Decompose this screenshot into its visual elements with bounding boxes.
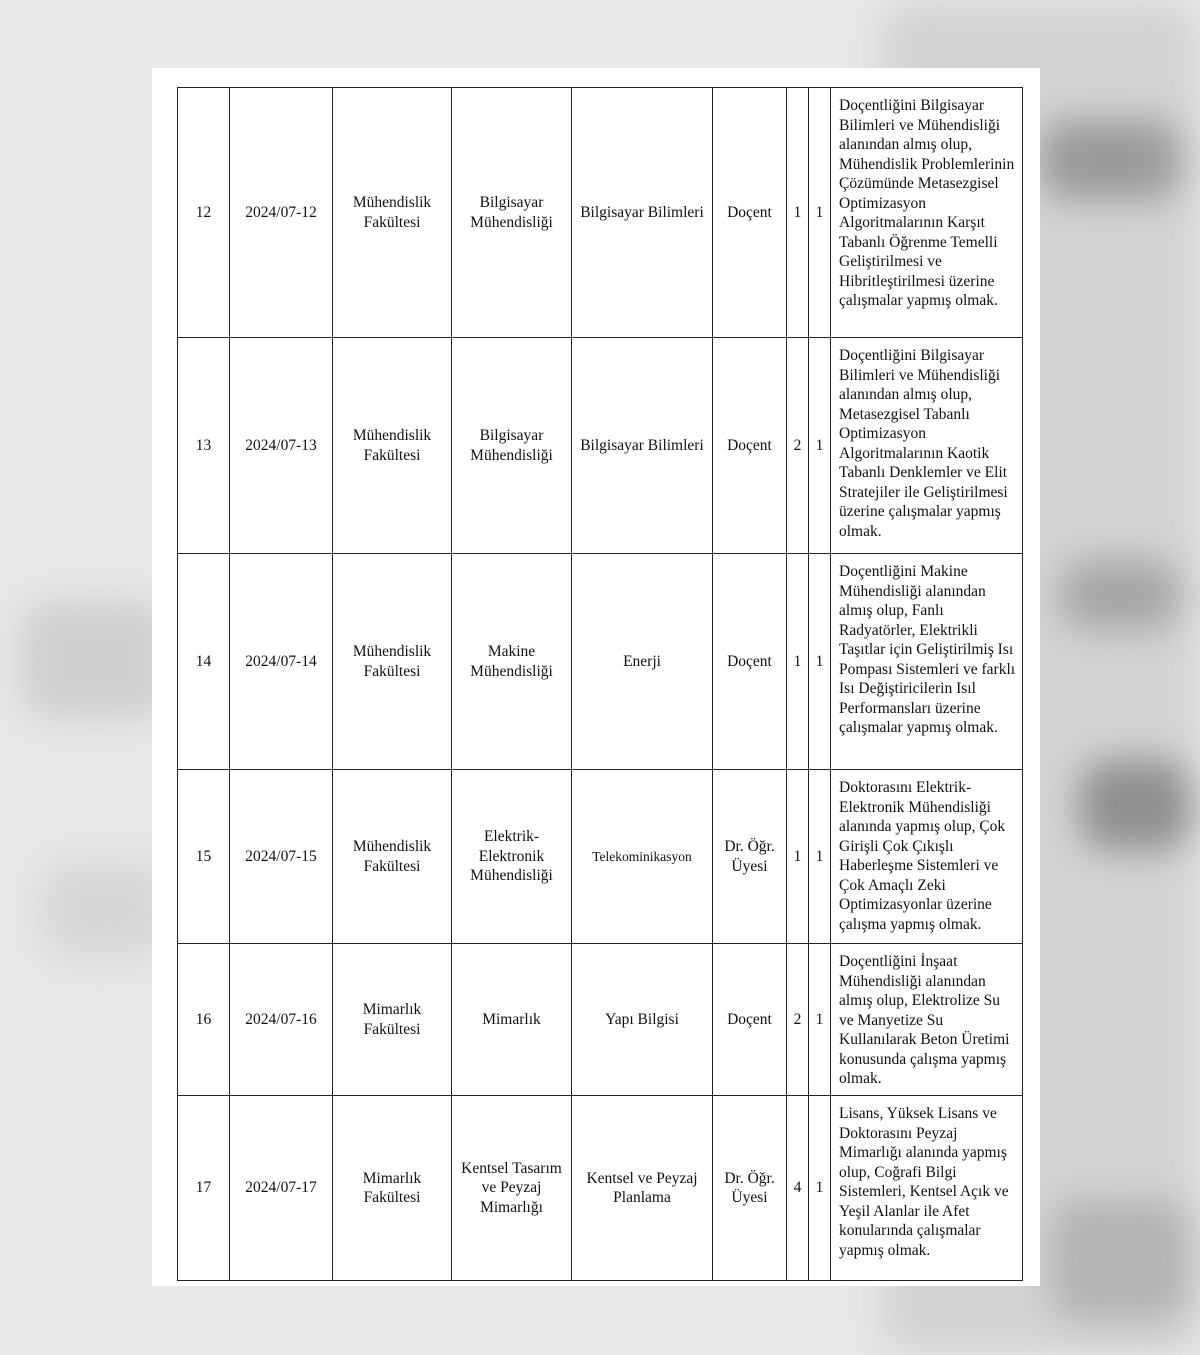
department-cell: Makine Mühendisliği <box>452 554 572 770</box>
row-number: 13 <box>178 338 230 554</box>
faculty-cell: Mühendislik Fakültesi <box>333 338 452 554</box>
position-code: 2024/07-12 <box>230 88 333 338</box>
title-cell: Dr. Öğr. Üyesi <box>713 770 787 944</box>
description-cell: Doçentliğini Makine Mühendisliği alanından almış olup, Fanlı Radyatörler, Elektrikli Taşıtlar için Geliştirilmiş Isı Pompası Sistemleri ve farklı Isı Değiştiricilerin Isıl Performansları üzerine çalışmalar yapmış olmak. <box>831 554 1023 770</box>
rank-count-cell: 2 <box>787 944 809 1096</box>
title-cell: Doçent <box>713 338 787 554</box>
rank-count-cell: 1 <box>787 88 809 338</box>
background-blur <box>1060 560 1180 630</box>
field-cell: Enerji <box>572 554 713 770</box>
position-code: 2024/07-15 <box>230 770 333 944</box>
quota-cell: 1 <box>809 554 831 770</box>
row-number: 14 <box>178 554 230 770</box>
description-cell: Doktorasını Elektrik-Elektronik Mühendisliği alanında yapmış olup, Çok Girişli Çok Çıkışlı Haberleşme Sistemleri ve Çok Amaçlı Zeki Optimizasyonlar üzerine çalışma yapmış olmak. <box>831 770 1023 944</box>
quota-cell: 1 <box>809 338 831 554</box>
description-cell: Doçentliğini Bilgisayar Bilimleri ve Mühendisliği alanından almış olup, Mühendislik Problemlerinin Çözümünde Metasezgisel Optimizasyon Algoritmalarının Karşıt Tabanlı Öğrenme Temelli Geliştirilmesi ve Hibritleştirilmesi üzerine çalışmalar yapmış olmak. <box>831 88 1023 338</box>
quota-cell: 1 <box>809 1096 831 1281</box>
background-blur <box>20 600 170 720</box>
quota-cell: 1 <box>809 944 831 1096</box>
table-row <box>178 338 1023 554</box>
field-cell: Bilgisayar Bilimleri <box>572 338 713 554</box>
faculty-cell: Mimarlık Fakültesi <box>333 944 452 1096</box>
title-cell: Doçent <box>713 944 787 1096</box>
description-cell: Doçentliğini İnşaat Mühendisliği alanından almış olup, Elektrolize Su ve Manyetize Su Kullanılarak Beton Üretimi konusunda çalışma yapmış olmak. <box>831 944 1023 1096</box>
position-code: 2024/07-13 <box>230 338 333 554</box>
rank-count-cell: 1 <box>787 554 809 770</box>
row-number: 17 <box>178 1096 230 1281</box>
quota-cell: 1 <box>809 770 831 944</box>
field-cell: Telekominikasyon <box>572 770 713 944</box>
department-cell: Mimarlık <box>452 944 572 1096</box>
position-code: 2024/07-17 <box>230 1096 333 1281</box>
position-code: 2024/07-14 <box>230 554 333 770</box>
title-cell: Doçent <box>713 554 787 770</box>
table-row <box>178 770 1023 944</box>
field-cell: Yapı Bilgisi <box>572 944 713 1096</box>
table-row <box>178 944 1023 1096</box>
row-number: 16 <box>178 944 230 1096</box>
faculty-cell: Mühendislik Fakültesi <box>333 554 452 770</box>
faculty-cell: Mühendislik Fakültesi <box>333 770 452 944</box>
position-code: 2024/07-16 <box>230 944 333 1096</box>
background-blur <box>1040 120 1180 200</box>
department-cell: Kentsel Tasarım ve Peyzaj Mimarlığı <box>452 1096 572 1281</box>
department-cell: Bilgisayar Mühendisliği <box>452 338 572 554</box>
field-cell: Kentsel ve Peyzaj Planlama <box>572 1096 713 1281</box>
department-cell: Elektrik-Elektronik Mühendisliği <box>452 770 572 944</box>
positions-table <box>177 87 1023 1281</box>
row-number: 15 <box>178 770 230 944</box>
rank-count-cell: 4 <box>787 1096 809 1281</box>
quota-cell: 1 <box>809 88 831 338</box>
background-blur <box>1050 1200 1190 1320</box>
faculty-cell: Mimarlık Fakültesi <box>333 1096 452 1281</box>
row-number: 12 <box>178 88 230 338</box>
table-row <box>178 554 1023 770</box>
rank-count-cell: 1 <box>787 770 809 944</box>
title-cell: Doçent <box>713 88 787 338</box>
description-cell: Lisans, Yüksek Lisans ve Doktorasını Peyzaj Mimarlığı alanında yapmış olup, Coğrafi Bilgi Sistemleri, Kentsel Açık ve Yeşil Alanlar ile Afet konularında çalışmalar yapmış olmak. <box>831 1096 1023 1281</box>
table-row <box>178 1096 1023 1281</box>
department-cell: Bilgisayar Mühendisliği <box>452 88 572 338</box>
faculty-cell: Mühendislik Fakültesi <box>333 88 452 338</box>
description-cell: Doçentliğini Bilgisayar Bilimleri ve Mühendisliği alanından almış olup, Metasezgisel Tabanlı Optimizasyon Algoritmalarının Kaotik Tabanlı Denklemler ve Elit Stratejiler ile Geliştirilmesi üzerine çalışmalar yapmış olmak. <box>831 338 1023 554</box>
table-row <box>178 88 1023 338</box>
background-blur <box>1080 760 1190 850</box>
title-cell: Dr. Öğr. Üyesi <box>713 1096 787 1281</box>
rank-count-cell: 2 <box>787 338 809 554</box>
field-cell: Bilgisayar Bilimleri <box>572 88 713 338</box>
background-blur <box>40 860 170 960</box>
